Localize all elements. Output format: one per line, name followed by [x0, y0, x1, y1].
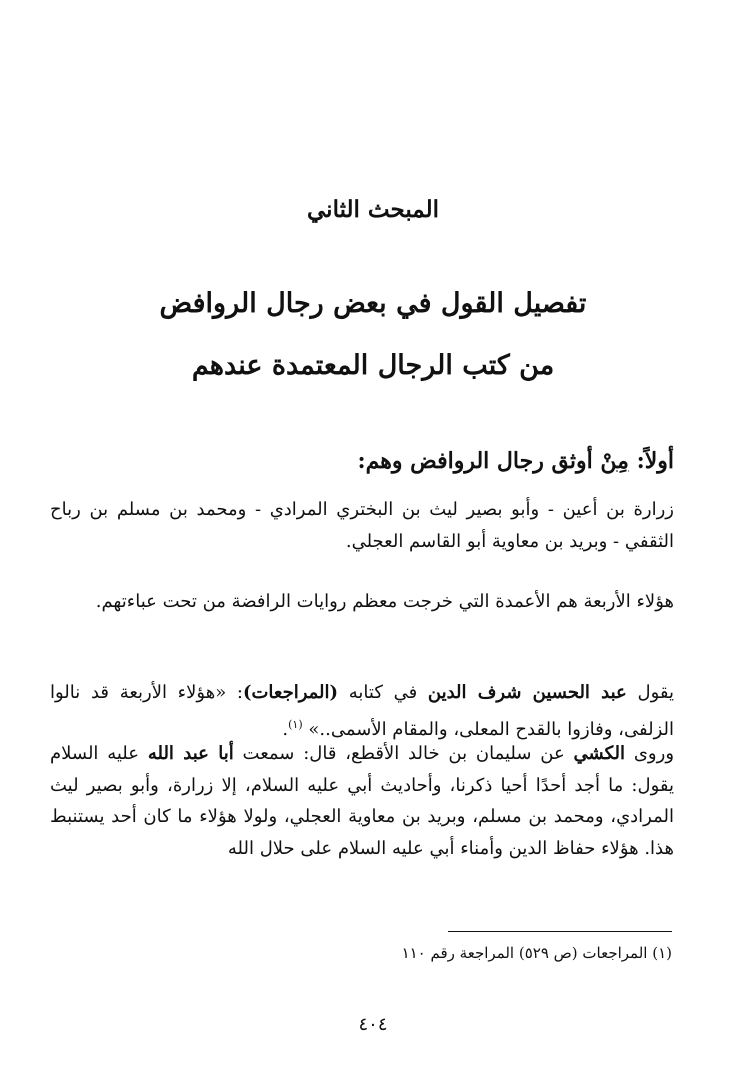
author-name: عبد الحسين شرف الدين [427, 682, 627, 703]
paragraph-narration-mid: عن سليمان بن خالد الأقطع، قال: سمعت [242, 743, 565, 764]
narrator-name: الكشي [573, 743, 626, 764]
paragraph-quote-intro: يقول [637, 682, 674, 703]
paragraph-pillars: هؤلاء الأربعة هم الأعمدة التي خرجت معظم روايات الرافضة من تحت عباءتهم. [95, 591, 674, 612]
paragraph-quote-end: . [282, 719, 289, 740]
section-heading-underlined-word: مِنْ [600, 448, 629, 474]
paragraph-quote-mid: في كتابه [348, 682, 418, 703]
paragraph-narration-rest: عليه السلام يقول: ما أجد أحدًا أحيا ذكرنا، وأحاديث أبي عليه السلام، إلا زرارة، وأبو بصير ليث المرادي، ومحمد بن مسلم، وبريد بن معاوية العجلي، ولولا هؤلاء ما كان أحد يستنبط هذا. هؤلاء حفاظ الدين وأمناء أبي عليه السلام على حلال الله [50, 743, 675, 859]
page-number: ٤٠٤ [358, 1014, 388, 1035]
imam-name: أبا عبد الله [147, 743, 234, 764]
paragraph-narrators-list: زرارة بن أعين - وأبو بصير ليث بن البختري المرادي - ومحمد بن مسلم بن رباح الثقفي - وبريد بن معاوية أبو القاسم العجلي. [50, 499, 674, 552]
footnote: (١) المراجعات (ص ٥٢٩) المراجعة رقم ١١٠ [401, 944, 672, 962]
footnote-separator [448, 931, 672, 932]
paragraph-narration-intro: وروى [633, 743, 675, 764]
section-heading-rest: أوثق رجال الروافض وهم: [357, 448, 593, 474]
paragraph-kashshi-narration [50, 738, 674, 864]
paragraph-quote [50, 677, 674, 746]
section-heading [50, 445, 674, 477]
main-title-line-2: من كتب الرجال المعتمدة عندهم [191, 350, 555, 381]
chapter-title: المبحث الثاني [307, 196, 439, 223]
main-title-line-1: تفصيل القول في بعض رجال الروافض [159, 288, 587, 319]
section-heading-prefix: أولاً: [636, 448, 674, 474]
footnote-reference: (١) [288, 718, 303, 731]
book-name: (المراجعات) [242, 682, 339, 703]
quoted-text: : «هؤلاء الأربعة قد نالوا الزلفى، وفازوا بالقدح المعلى، والمقام الأسمى..» [50, 682, 674, 740]
